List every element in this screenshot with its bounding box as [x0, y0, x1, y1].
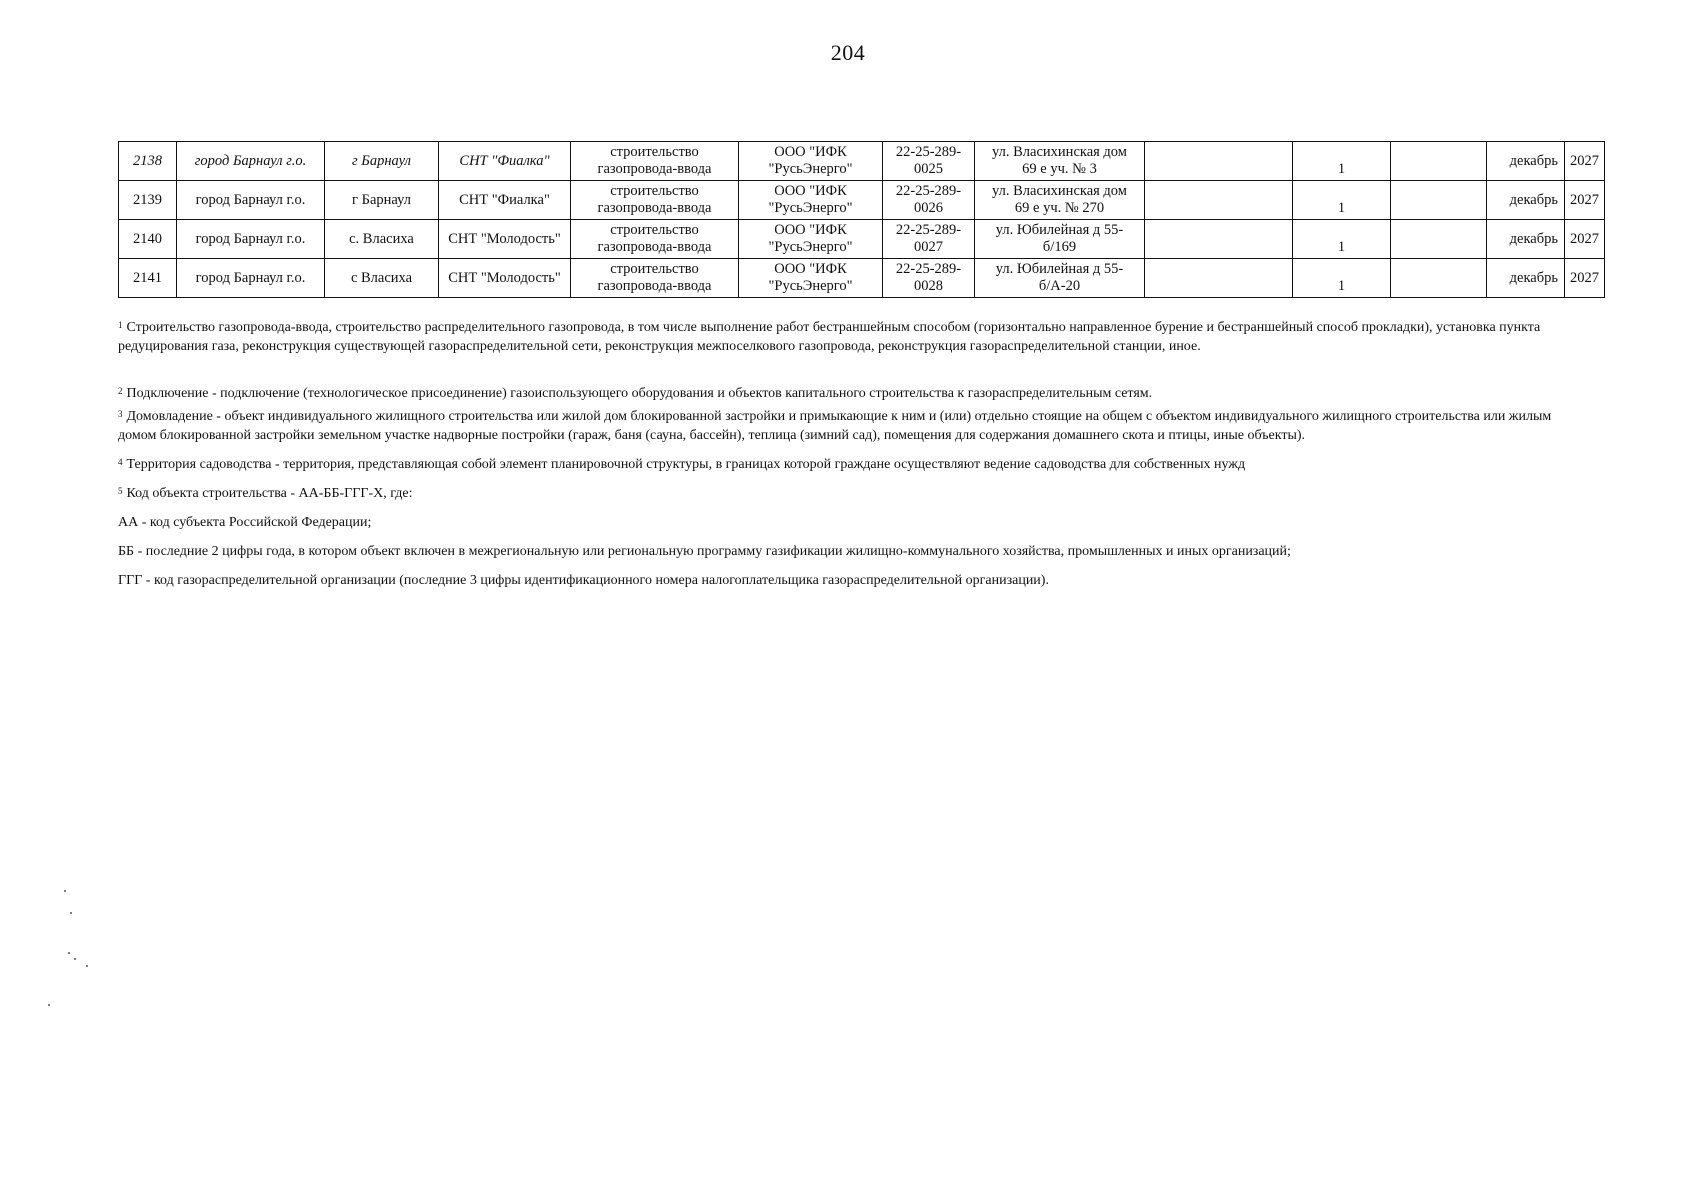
locality-cell: г Барнаул: [325, 142, 439, 181]
object-code-line: 0027: [914, 239, 943, 255]
organization-line: "РусьЭнерго": [768, 239, 853, 255]
district-cell: город Барнаул г.о.: [177, 220, 325, 259]
organization-cell: [739, 142, 883, 181]
work-type-line: газопровода-ввода: [597, 200, 712, 216]
address-line: б/169: [1042, 239, 1077, 255]
year-cell: 2027: [1565, 220, 1605, 259]
address-line: ул. Власихинская дом: [992, 144, 1127, 160]
table-row: [119, 142, 1605, 181]
address-line: ул. Власихинская дом: [992, 183, 1127, 199]
empty-cell: [1145, 220, 1293, 259]
organization-cell: [739, 181, 883, 220]
table-row: [119, 220, 1605, 259]
footnote-text: Строительство газопровода-ввода, строительство распределительного газопровода, в том числе выполнение работ бестраншейным способом (горизонтально направленное бурение и бестраншейный способ прокладки), установка пункта редуцирования газа, реконструкция существующей газораспределительной сети, реконструкция межпоселкового газопровода, реконструкция газораспределительной станции, иное.: [118, 320, 1541, 354]
empty-cell: [1145, 181, 1293, 220]
object-code-cell: [883, 259, 975, 298]
footnote-marker: 3: [118, 409, 123, 419]
organization-cell: [739, 220, 883, 259]
locality-cell: с Власиха: [325, 259, 439, 298]
empty-cell: [1391, 142, 1487, 181]
work-type-cell: [571, 181, 739, 220]
work-type-line: газопровода-ввода: [597, 239, 712, 255]
scan-speck: [86, 965, 88, 967]
object-code-cell: [883, 142, 975, 181]
footnote-text: Домовладение - объект индивидуального жилищного строительства или жилой дом блокированной застройки и примыкающие к ним и (или) отдельно стоящие на общем с объектом индивидуального жилищного строительства или жилым домом блокированной застройки земельном участке надворные постройки (гараж, баня (сауна, бассейн), теплица (зимний сад), помещения для содержания домашнего скота и птицы, иные объекты).: [118, 409, 1552, 443]
code-definition-bb: ББ - последние 2 цифры года, в котором объект включен в межрегиональную или региональную программу газификации жилищно-коммунального хозяйства, промышленных и иных организаций;: [118, 544, 1291, 559]
count-cell: 1: [1293, 259, 1391, 298]
work-type-cell: [571, 142, 739, 181]
footnote-text: Подключение - подключение (технологическое присоединение) газоиспользующего оборудования и объектов капитального строительства к газораспределительным сетям.: [126, 386, 1153, 401]
work-type-cell: [571, 259, 739, 298]
table-body: [119, 142, 1605, 298]
count-cell: 1: [1293, 142, 1391, 181]
object-code-line: 22-25-289-: [895, 144, 962, 160]
page-number: 204: [830, 40, 866, 65]
territory-cell: СНТ "Молодость": [439, 220, 571, 259]
empty-cell: [1391, 259, 1487, 298]
organization-line: ООО "ИФК: [774, 261, 847, 277]
object-code-line: 0025: [914, 161, 943, 177]
organization-line: ООО "ИФК: [774, 222, 847, 238]
footnote-marker: 5: [118, 486, 123, 496]
row-number: 2140: [119, 220, 177, 259]
work-type-line: строительство: [610, 261, 699, 277]
scan-specks: [40, 890, 100, 1020]
organization-line: "РусьЭнерго": [768, 278, 853, 294]
row-number: 2139: [119, 181, 177, 220]
object-code-line: 22-25-289-: [895, 261, 962, 277]
district-cell: город Барнаул г.о.: [177, 181, 325, 220]
address-cell: [975, 181, 1145, 220]
empty-cell: [1391, 181, 1487, 220]
address-line: ул. Юбилейная д 55-: [995, 222, 1124, 238]
organization-line: "РусьЭнерго": [768, 161, 853, 177]
empty-cell: [1391, 220, 1487, 259]
territory-cell: СНТ "Фиалка": [439, 181, 571, 220]
object-code-line: 0028: [914, 278, 943, 294]
address-line: ул. Юбилейная д 55-: [995, 261, 1124, 277]
code-definition-aa: АА - код субъекта Российской Федерации;: [118, 515, 372, 530]
month-cell: декабрь: [1487, 181, 1565, 220]
object-code-line: 22-25-289-: [895, 183, 962, 199]
row-number: 2141: [119, 259, 177, 298]
count-cell: 1: [1293, 220, 1391, 259]
footnote-text: Код объекта строительства - АА-ББ-ГГГ-Х, где:: [126, 486, 413, 501]
row-number: 2138: [119, 142, 177, 181]
scan-speck: [74, 958, 76, 960]
month-cell: декабрь: [1487, 259, 1565, 298]
footnote-5: [118, 484, 1588, 503]
locality-cell: с. Власиха: [325, 220, 439, 259]
footnote-3: [118, 407, 1588, 445]
work-type-line: строительство: [610, 222, 699, 238]
month-cell: декабрь: [1487, 220, 1565, 259]
address-cell: [975, 220, 1145, 259]
year-cell: 2027: [1565, 142, 1605, 181]
footnotes-section: [118, 318, 1588, 590]
organization-cell: [739, 259, 883, 298]
territory-cell: СНТ "Молодость": [439, 259, 571, 298]
footnote-4: [118, 455, 1588, 474]
scan-speck: [48, 1004, 50, 1006]
footnote-2: [118, 384, 1588, 403]
scan-speck: [68, 952, 70, 954]
empty-cell: [1145, 259, 1293, 298]
code-definition-ggg: ГГГ - код газораспределительной организации (последние 3 цифры идентификационного номера налогоплательщика газораспределительной организации).: [118, 573, 1049, 588]
address-line: б/А-20: [1038, 278, 1081, 294]
district-cell: город Барнаул г.о.: [177, 259, 325, 298]
organization-line: ООО "ИФК: [774, 144, 847, 160]
work-type-line: газопровода-ввода: [597, 278, 712, 294]
empty-cell: [1145, 142, 1293, 181]
month-cell: декабрь: [1487, 142, 1565, 181]
gasification-objects-table: [118, 141, 1605, 298]
table-row: [119, 259, 1605, 298]
organization-line: ООО "ИФК: [774, 183, 847, 199]
work-type-cell: [571, 220, 739, 259]
address-cell: [975, 259, 1145, 298]
address-line: 69 е уч. № 3: [1022, 161, 1097, 177]
work-type-line: газопровода-ввода: [597, 161, 712, 177]
table-row: [119, 181, 1605, 220]
locality-cell: г Барнаул: [325, 181, 439, 220]
territory-cell: СНТ "Фиалка": [439, 142, 571, 181]
address-line: 69 е уч. № 270: [1014, 200, 1105, 216]
object-code-line: 22-25-289-: [895, 222, 962, 238]
district-cell: город Барнаул г.о.: [177, 142, 325, 181]
scan-speck: [64, 890, 66, 892]
work-type-line: строительство: [610, 183, 699, 199]
organization-line: "РусьЭнерго": [768, 200, 853, 216]
footnote-text: Территория садоводства - территория, представляющая собой элемент планировочной структуры, в границах которой граждане осуществляют ведение садоводства для собственных нужд: [126, 457, 1246, 472]
footnote-marker: 2: [118, 386, 123, 396]
year-cell: 2027: [1565, 181, 1605, 220]
object-code-cell: [883, 220, 975, 259]
footnote-marker: 1: [118, 320, 123, 330]
work-type-line: строительство: [610, 144, 699, 160]
object-code-cell: [883, 181, 975, 220]
scan-speck: [70, 912, 72, 914]
object-code-line: 0026: [914, 200, 943, 216]
count-cell: 1: [1293, 181, 1391, 220]
address-cell: [975, 142, 1145, 181]
footnote-marker: 4: [118, 457, 123, 467]
year-cell: 2027: [1565, 259, 1605, 298]
footnote-1: [118, 318, 1588, 356]
